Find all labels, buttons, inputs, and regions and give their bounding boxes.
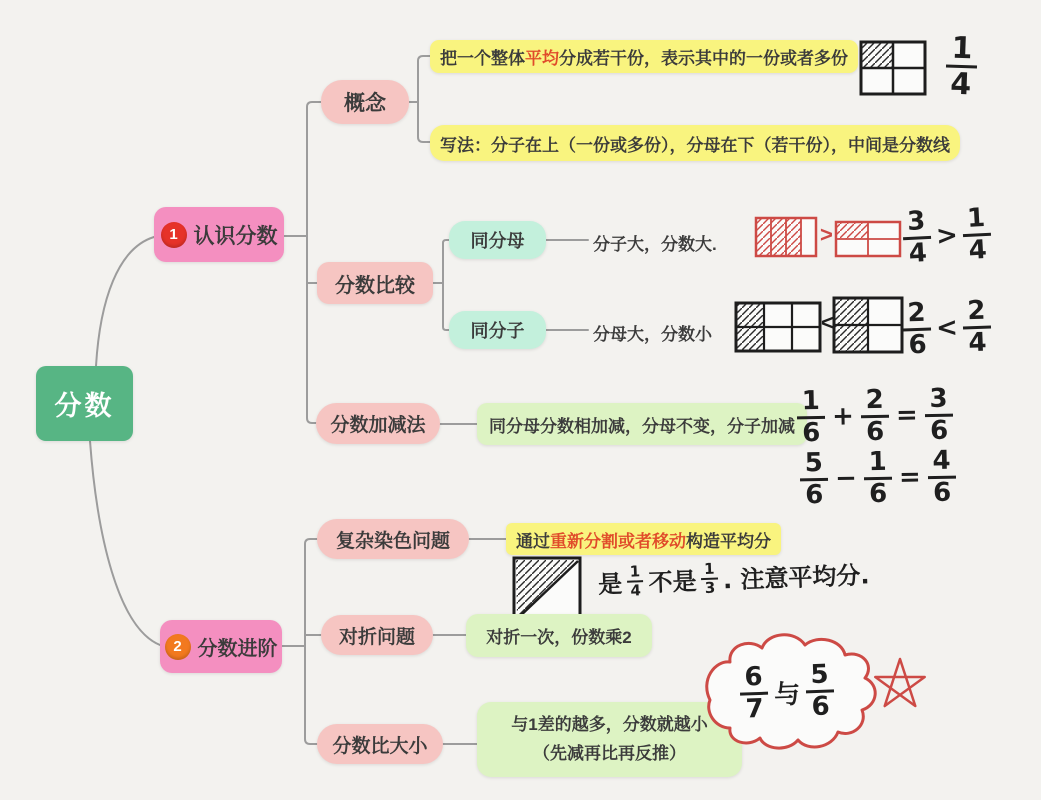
numerator: 2: [860, 386, 889, 418]
same-numerator-label: 同分子: [470, 321, 525, 341]
denominator: 6: [908, 329, 928, 360]
numerator: 5: [805, 660, 834, 693]
note-mid-text: 不是: [648, 567, 698, 597]
denominator: 6: [932, 477, 952, 508]
addsub-label: 分数加减法: [330, 415, 426, 436]
handwritten-equation-subtraction: [799, 447, 956, 510]
folding-label: 对折问题: [338, 626, 415, 648]
denominator: 4: [630, 580, 642, 600]
same-denominator-rule-text: 分子大，分数大.: [593, 235, 717, 254]
handwritten-compare-two-sixths-two-fourths: [902, 296, 992, 359]
concept-label: 概念: [344, 92, 386, 115]
numerator: 4: [927, 447, 956, 479]
numerator: 5: [799, 449, 828, 481]
denominator: 6: [929, 415, 949, 446]
denominator: 4: [908, 237, 928, 269]
fraction: [863, 448, 892, 509]
fraction: [739, 663, 769, 724]
less-than-sign: <: [935, 312, 959, 344]
denominator: 4: [949, 66, 972, 103]
fraction: [924, 385, 953, 446]
fraction: [962, 296, 992, 357]
cloud-mid-text: 与: [773, 679, 801, 711]
definition-text-highlight: 平均: [525, 49, 559, 68]
denominator: 6: [802, 417, 821, 448]
denominator: 4: [967, 327, 988, 358]
numerator: 6: [739, 663, 768, 696]
fraction: [701, 561, 719, 597]
numerator: 1: [863, 448, 892, 480]
writing-rule-text: 写法：分子在上（一份或多份），分母在下（若干份），中间是分数线: [440, 135, 950, 155]
fraction: [799, 449, 828, 510]
coloring-rule-highlight: 重新分割或者移动: [550, 531, 686, 551]
handwritten-greater-than-red: >: [820, 222, 833, 247]
branch2-number-badge: 2: [165, 634, 191, 660]
handwritten-cloud-fractions: [739, 660, 835, 723]
fraction: [961, 204, 992, 266]
denominator: 3: [704, 578, 716, 597]
numerator: 1: [961, 204, 991, 237]
fraction: [626, 563, 644, 599]
coloring-label: 复杂染色问题: [335, 530, 450, 552]
numerator: 1: [626, 563, 643, 582]
minus-sign: −: [834, 463, 858, 494]
note-pre-text: 是: [597, 569, 623, 599]
numerator: 1: [946, 31, 978, 68]
same-denominator-label: 同分母: [470, 231, 525, 251]
addsub-rule-text: 同分母分数相加减，分母不变，分子加减: [489, 416, 795, 436]
numerator: 1: [701, 561, 718, 580]
fraction: [901, 207, 932, 269]
same-numerator-rule-text: 分母大，分数小: [593, 325, 712, 344]
handwritten-fraction-one-fourth: [945, 31, 978, 101]
fraction: [805, 660, 835, 721]
branch1-number-badge: 1: [161, 222, 187, 248]
coloring-rule-post: 构造平均分: [686, 531, 771, 551]
numerator: 1: [796, 387, 825, 419]
branch1-label: 认识分数: [193, 224, 278, 248]
definition-text-post: 分成若干份，表示其中的一份或者多份: [559, 49, 848, 68]
denominator: 7: [745, 693, 765, 725]
numerator: 2: [902, 299, 931, 332]
size-compare-rule-line2: （先减再比再反推）: [533, 743, 686, 763]
folding-rule-text: 对折一次，份数乘2: [486, 628, 632, 647]
denominator: 6: [868, 478, 888, 509]
numerator: 3: [924, 385, 953, 417]
plus-sign: +: [831, 401, 855, 432]
greater-than-sign: >: [935, 220, 959, 252]
numerator: 2: [962, 296, 991, 329]
fraction: [860, 386, 889, 447]
size-compare-label: 分数比大小: [332, 735, 428, 757]
denominator: 6: [865, 416, 885, 447]
handwritten-compare-three-fourths-one-fourth: [901, 204, 992, 269]
root-label: 分数: [54, 391, 115, 421]
fraction: [796, 387, 825, 448]
fraction: [927, 447, 956, 508]
equals-sign: =: [898, 462, 922, 493]
definition-text-pre: 把一个整体: [440, 49, 525, 68]
denominator: 6: [805, 479, 824, 510]
branch2-label: 分数进阶: [197, 638, 278, 660]
star-icon: [875, 659, 924, 706]
numerator: 3: [901, 207, 931, 240]
denominator: 4: [967, 234, 988, 266]
fraction: [902, 299, 932, 360]
comparison-label: 分数比较: [335, 274, 415, 297]
note-tail-text: . 注意平均分.: [722, 561, 870, 595]
handwritten-less-than-black: <: [821, 310, 834, 335]
coloring-rule-pre: 通过: [516, 531, 550, 551]
fraction: [945, 31, 978, 101]
handwritten-equation-addition: [796, 385, 953, 448]
equals-sign: =: [895, 400, 919, 431]
size-compare-rule-line1: 与1差的越多，分数就越小: [511, 715, 708, 735]
denominator: 6: [811, 691, 831, 722]
